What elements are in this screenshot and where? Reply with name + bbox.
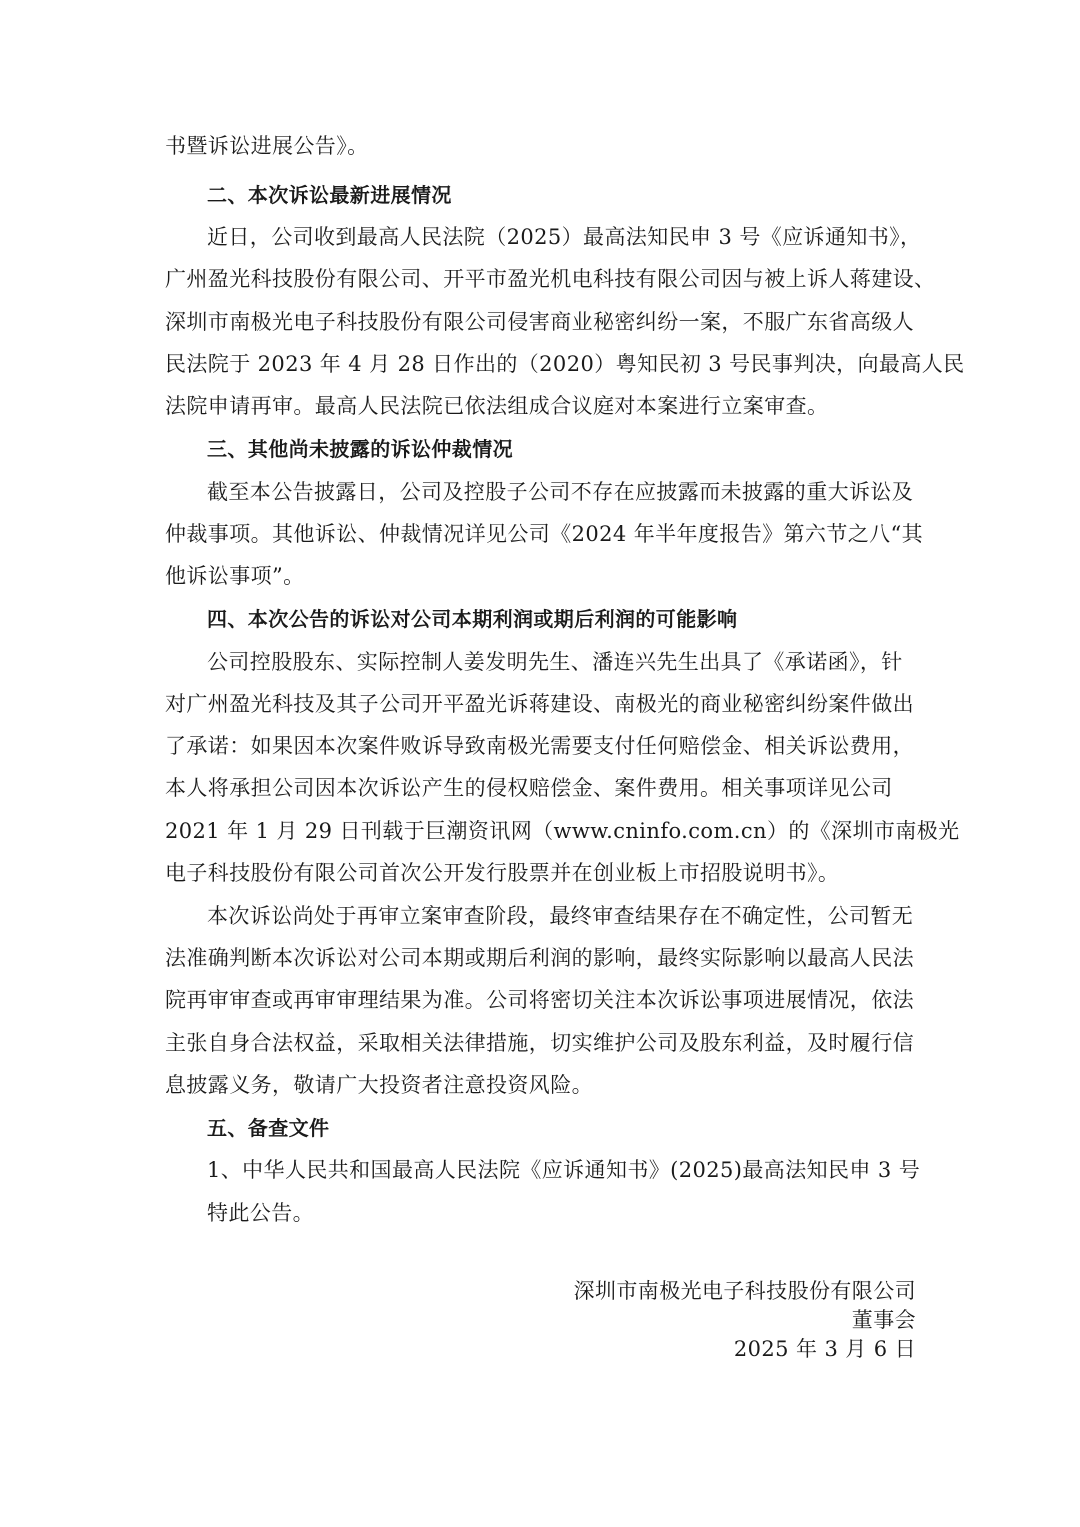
- signature-company: 深圳市南极光电子科技股份有限公司: [573, 1279, 916, 1303]
- signature-board: 董事会: [851, 1308, 916, 1332]
- section-3-heading: 三、其他尚未披露的诉讼仲裁情况: [207, 437, 513, 461]
- signature-date: 2025 年 3 月 6 日: [733, 1337, 916, 1361]
- paragraph-line: 广州盈光科技股份有限公司、开平市盈光机电科技有限公司因与被上诉人蒋建设、: [165, 267, 936, 291]
- paragraph-line: 对广州盈光科技及其子公司开平盈光诉蒋建设、南极光的商业秘密纠纷案件做出: [165, 692, 914, 716]
- section-5-heading: 五、备查文件: [207, 1116, 330, 1140]
- section-2-heading: 二、本次诉讼最新进展情况: [207, 183, 452, 207]
- paragraph-line: 了承诺：如果因本次案件败诉导致南极光需要支付任何赔偿金、相关诉讼费用，: [165, 734, 914, 758]
- paragraph-line: 公司控股股东、实际控制人姜发明先生、潘连兴先生出具了《承诺函》，针: [207, 650, 903, 674]
- paragraph-line: 本次诉讼尚处于再审立案审查阶段，最终审查结果存在不确定性，公司暂无: [207, 904, 914, 928]
- paragraph-line: 法院申请再审。最高人民法院已依法组成合议庭对本案进行立案审查。: [165, 394, 829, 418]
- paragraph-line: 深圳市南极光电子科技股份有限公司侵害商业秘密纠纷一案，不服广东省高级人: [165, 310, 914, 334]
- paragraph-line: 民法院于 2023 年 4 月 28 日作出的（2020）粤知民初 3 号民事判决，向最高人民: [165, 352, 965, 376]
- paragraph-line: 息披露义务，敬请广大投资者注意投资风险。: [165, 1073, 593, 1097]
- reference-item: 1、中华人民共和国最高人民法院《应诉通知书》(2025)最高法知民申 3 号: [207, 1158, 921, 1182]
- paragraph-line: 2021 年 1 月 29 日刊载于巨潮资讯网（www.cninfo.com.cn）的《深圳市南极光: [165, 819, 960, 843]
- paragraph-line: 截至本公告披露日，公司及控股子公司不存在应披露而未披露的重大诉讼及: [207, 480, 914, 504]
- intro-tail: 书暨诉讼进展公告》。: [165, 134, 369, 158]
- section-4-heading: 四、本次公告的诉讼对公司本期利润或期后利润的可能影响: [207, 607, 738, 631]
- paragraph-line: 法准确判断本次诉讼对公司本期或期后利润的影响，最终实际影响以最高人民法: [165, 946, 914, 970]
- paragraph-line: 本人将承担公司因本次诉讼产生的侵权赔偿金、案件费用。相关事项详见公司: [165, 776, 893, 800]
- paragraph-line: 近日，公司收到最高人民法院（2025）最高法知民申 3 号《应诉通知书》，: [207, 225, 922, 249]
- paragraph-line: 主张自身合法权益，采取相关法律措施，切实维护公司及股东利益，及时履行信: [165, 1031, 914, 1055]
- paragraph-line: 院再审审查或再审审理结果为准。公司将密切关注本次诉讼事项进展情况，依法: [165, 988, 914, 1012]
- paragraph-line: 仲裁事项。其他诉讼、仲裁情况详见公司《2024 年半年度报告》第六节之八“其: [165, 522, 924, 546]
- paragraph-line: 电子科技股份有限公司首次公开发行股票并在创业板上市招股说明书》。: [165, 861, 840, 885]
- closing-statement: 特此公告。: [207, 1201, 314, 1225]
- paragraph-line: 他诉讼事项”。: [165, 564, 305, 588]
